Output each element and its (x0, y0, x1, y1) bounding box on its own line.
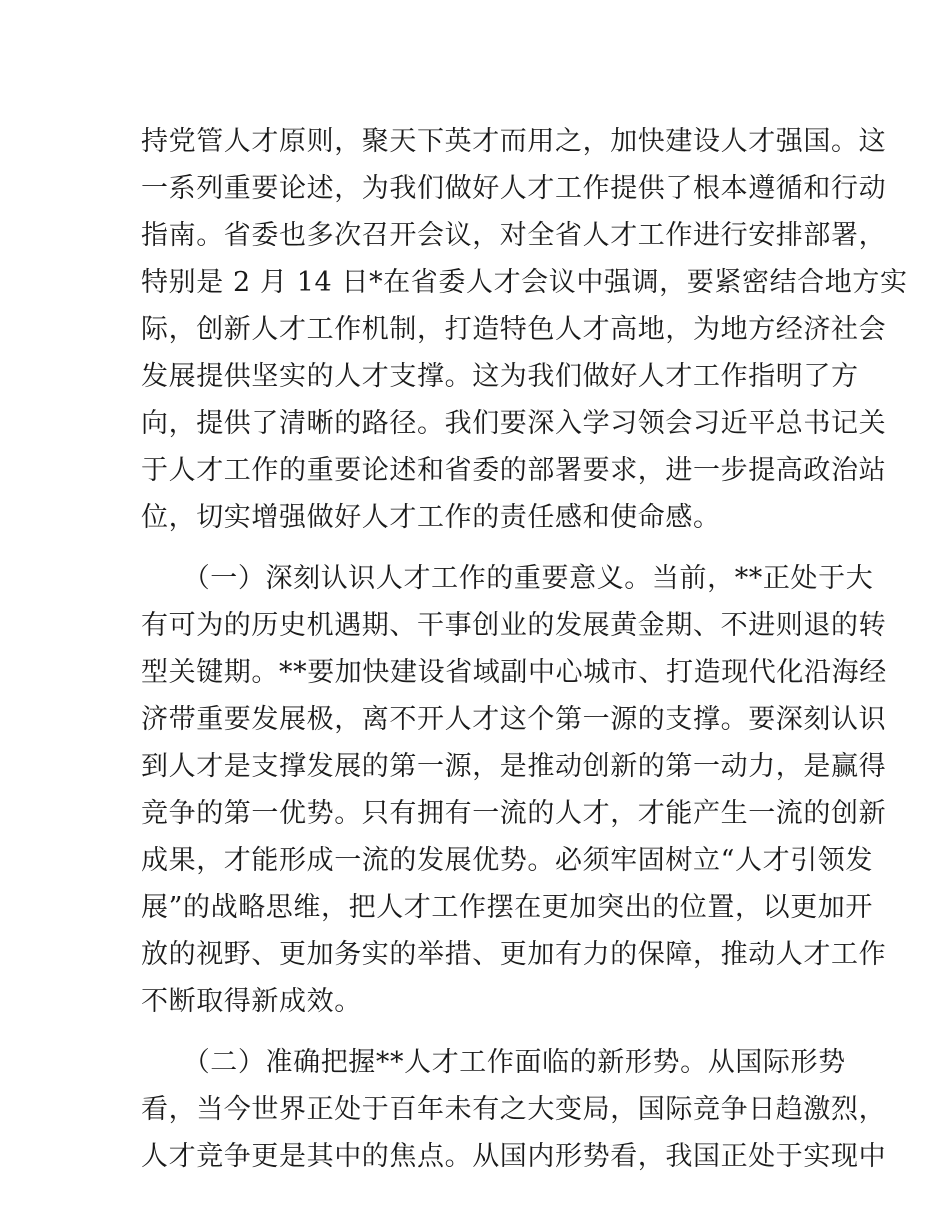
paragraph-section-one (141, 555, 887, 1025)
paragraph-gap (141, 1025, 811, 1039)
text-line: （二）准确把握**人才工作面临的新形势。从国际形势 (141, 1047, 846, 1078)
text-line: 型关键期。**要加快建设省域副中心城市、打造现代化沿海经 (141, 657, 887, 688)
text-line: 济带重要发展极，离不开人才这个第一源的支撑。要深刻认识 (141, 704, 887, 735)
paragraph-talent-strategy (141, 118, 908, 541)
paragraph-section-two (141, 1039, 887, 1180)
text-line: 不断取得新成效。 (141, 986, 362, 1017)
text-line: 竞争的第一优势。只有拥有一流的人才，才能产生一流的创新 (141, 798, 887, 829)
text-line: 展”的战略思维，把人才工作摆在更加突出的位置，以更加开 (141, 892, 874, 923)
text-line: 有可为的历史机遇期、干事创业的发展黄金期、不进则退的转 (141, 610, 887, 641)
text-line: 看，当今世界正处于百年未有之大变局，国际竞争日趋激烈， (141, 1094, 887, 1125)
text-line: 到人才是支撑发展的第一源，是推动创新的第一动力，是赢得 (141, 751, 887, 782)
text-line: 发展提供坚实的人才支撑。这为我们做好人才工作指明了方 (141, 361, 859, 392)
paragraph-gap (141, 541, 811, 555)
text-line: 际，创新人才工作机制，打造特色人才高地，为地方经济社会 (141, 314, 887, 345)
text-line: 持党管人才原则，聚天下英才而用之，加快建设人才强国。这 (141, 126, 887, 157)
text-line: 指南。省委也多次召开会议，对全省人才工作进行安排部署， (141, 220, 887, 251)
text-line: 人才竞争更是其中的焦点。从国内形势看，我国正处于实现中 (141, 1141, 887, 1172)
text-line: 向，提供了清晰的路径。我们要深入学习领会习近平总书记关 (141, 408, 887, 439)
text-line: 位，切实增强做好人才工作的责任感和使命感。 (141, 502, 721, 533)
document-body (141, 118, 908, 1180)
text-line: 特别是 2 月 14 日*在省委人才会议中强调，要紧密结合地方实 (141, 267, 908, 298)
text-line: 放的视野、更加务实的举措、更加有力的保障，推动人才工作 (141, 939, 887, 970)
text-line: 一系列重要论述，为我们做好人才工作提供了根本遵循和行动 (141, 173, 887, 204)
text-line: 于人才工作的重要论述和省委的部署要求，进一步提高政治站 (141, 455, 887, 486)
text-line: （一）深刻认识人才工作的重要意义。当前，**正处于大 (141, 563, 874, 594)
text-line: 成果，才能形成一流的发展优势。必须牢固树立“人才引领发 (141, 845, 874, 876)
